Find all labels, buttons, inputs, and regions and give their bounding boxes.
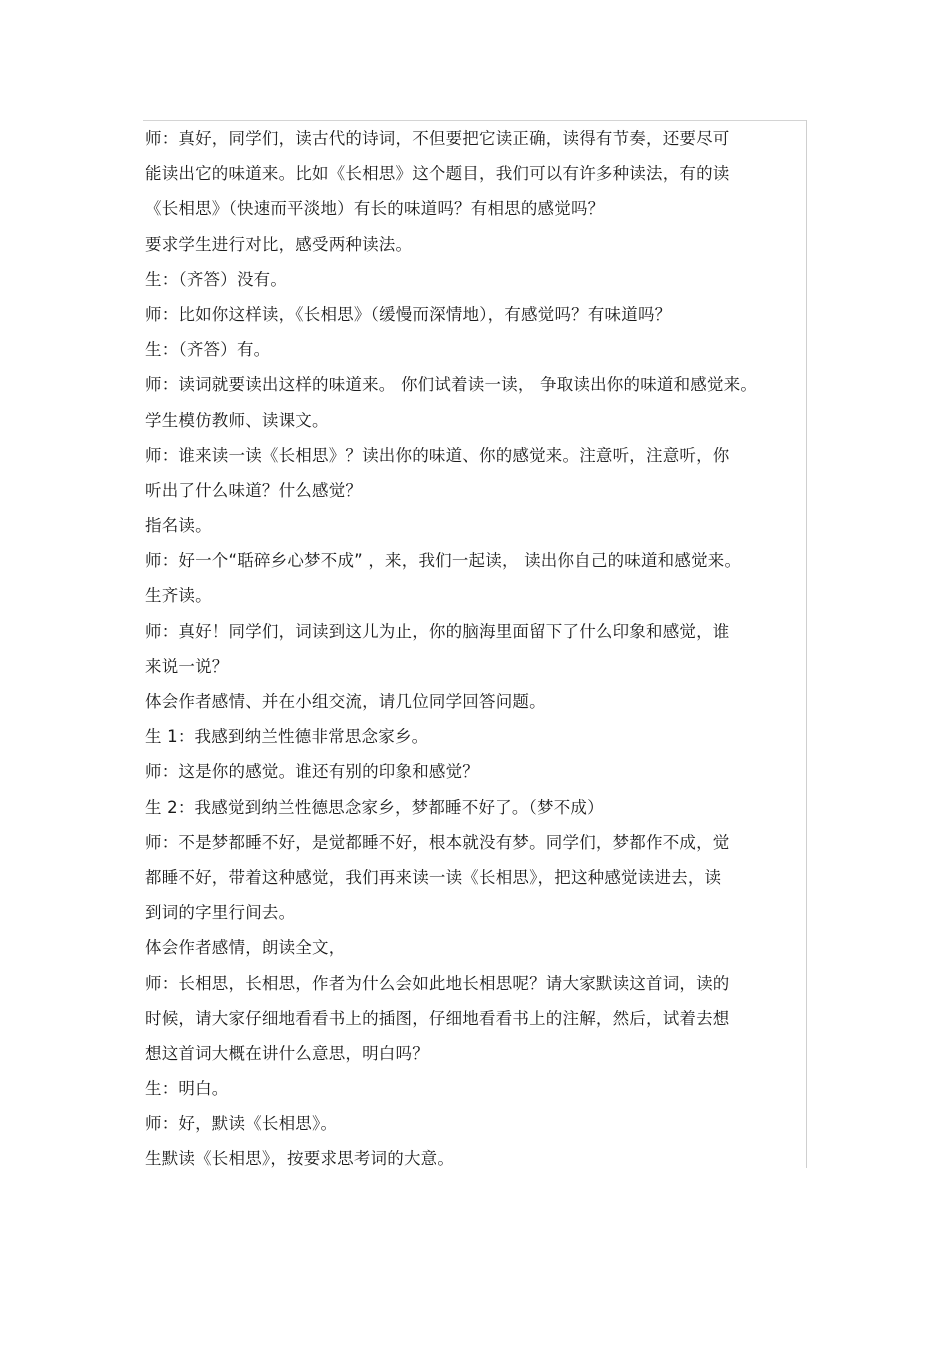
text-line: 师：这是你的感觉。谁还有别的印象和感觉？ <box>145 762 479 782</box>
text-line: 体会作者感情、并在小组交流，请几位同学回答问题。 <box>145 692 546 711</box>
text-line: 听出了什么味道？什么感觉？ <box>145 480 363 500</box>
text-line: 指名读。 <box>145 516 212 536</box>
text-line: 《长相思》（快速而平淡地）有长的味道吗？有相思的感觉吗？ <box>145 199 605 219</box>
text-line: 能读出它的味道来。比如《长相思》这个题目，我们可以有许多种读法，有的读 <box>145 164 730 184</box>
text-line: 时候，请大家仔细地看看书上的插图，仔细地看看书上的注解，然后，试着去想 <box>145 1008 730 1028</box>
text-line: 师：长相思，长相思，作者为什么会如此地长相思呢？请大家默读这首词，读的 <box>145 973 730 993</box>
text-line: 生 2：我感觉到纳兰性德思念家乡，梦都睡不好了。（梦不成） <box>145 797 604 817</box>
text-line: 生：（齐答）没有。 <box>145 269 288 289</box>
text-line: 生齐读。 <box>145 586 212 606</box>
text-line: 生默读《长相思》，按要求思考词的大意。 <box>145 1149 455 1169</box>
text-line: 师：不是梦都睡不好，是觉都睡不好，根本就没有梦。同学们，梦都作不成，觉 <box>145 832 730 852</box>
text-line: 生：（齐答）有。 <box>145 340 271 360</box>
text-line: 体会作者感情，朗读全文， <box>145 938 346 958</box>
text-line: 师：读词就要读出这样的味道来。 你们试着读一读， 争取读出你的味道和感觉来。 <box>145 375 758 395</box>
text-line: 师：好一个“聒碎乡心梦不成” ，来，我们一起读， 读出你自己的味道和感觉来。 <box>145 551 742 571</box>
text-line: 要求学生进行对比，感受两种读法。 <box>145 234 413 254</box>
text-line: 师：真好，同学们，读古代的诗词，不但要把它读正确，读得有节奏，还要尽可 <box>145 129 730 148</box>
text-line: 都睡不好，带着这种感觉，我们再来读一读《长相思》，把这种感觉读进去，读 <box>145 867 722 887</box>
text-line: 师：真好！同学们，词读到这儿为止，你的脑海里面留下了什么印象和感觉，谁 <box>145 621 730 641</box>
text-line: 来说一说？ <box>145 656 229 676</box>
text-line: 师：比如你这样读，《长相思》（缓慢而深情地），有感觉吗？有味道吗？ <box>145 304 672 324</box>
text-line: 想这首词大概在讲什么意思，明白吗？ <box>145 1043 429 1063</box>
text-line: 师：好，默读《长相思》。 <box>145 1114 338 1134</box>
text-line: 学生模仿教师、读课文。 <box>145 410 329 430</box>
text-line: 师：谁来读一读《长相思》？读出你的味道、你的感觉来。注意听，注意听，你 <box>145 445 730 465</box>
text-line: 生：明白。 <box>145 1079 229 1099</box>
text-line: 生 1：我感到纳兰性德非常思念家乡。 <box>145 727 429 747</box>
lesson-transcript <box>145 121 805 1177</box>
page-frame-right-border <box>806 120 807 1168</box>
text-line: 到词的字里行间去。 <box>145 903 296 923</box>
